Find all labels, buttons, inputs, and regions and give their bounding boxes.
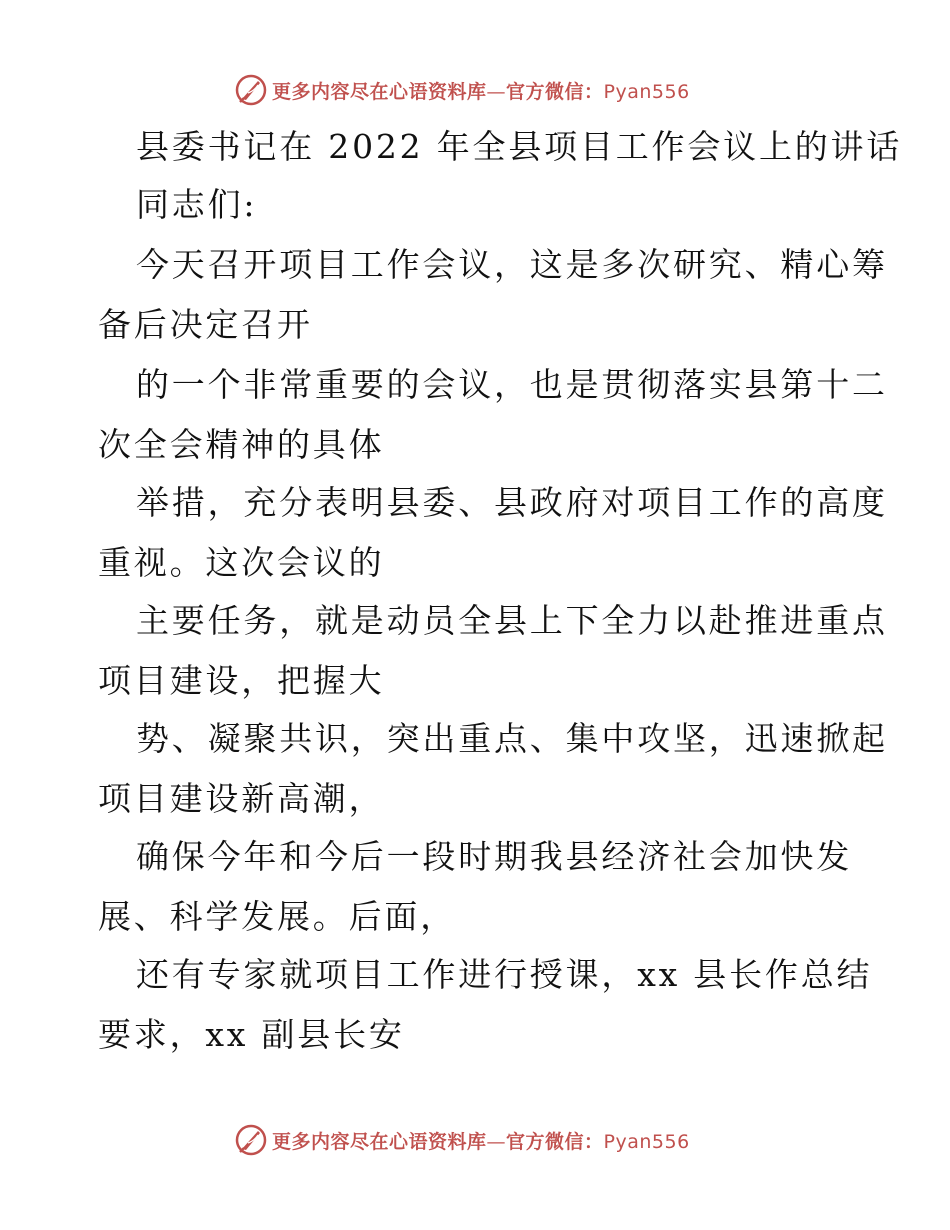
watermark-dash: — bbox=[486, 1130, 507, 1153]
watermark-prefix: 更多内容尽在心语资料库 bbox=[272, 1130, 487, 1153]
text-line: 备后决定召开 bbox=[98, 305, 313, 344]
watermark-id: Pyan556 bbox=[603, 80, 690, 103]
text-line: 重视。这次会议的 bbox=[98, 543, 385, 582]
text-line: 展、科学发展。后面， bbox=[98, 897, 456, 936]
text-line: 项目建设，把握大 bbox=[98, 661, 385, 700]
text-line: 确保今年和今后一段时期我县经济社会加快发 bbox=[136, 837, 852, 876]
text-line: 还有专家就项目工作进行授课，xx 县长作总结 bbox=[136, 955, 873, 994]
text-line: 主要任务，就是动员全县上下全力以赴推进重点 bbox=[136, 601, 888, 640]
watermark-prefix: 更多内容尽在心语资料库 bbox=[272, 80, 487, 103]
text-line: 举措，充分表明县委、县政府对项目工作的高度 bbox=[136, 483, 888, 522]
text-line: 的一个非常重要的会议，也是贯彻落实县第十二 bbox=[136, 365, 888, 404]
text-line: 势、凝聚共识，突出重点、集中攻坚，迅速掀起 bbox=[136, 719, 888, 758]
footer-watermark bbox=[234, 1122, 690, 1158]
watermark-suffix: 官方微信： bbox=[506, 1130, 604, 1153]
text-line: 要求，xx 副县长安 bbox=[98, 1015, 405, 1054]
watermark-suffix: 官方微信： bbox=[506, 80, 604, 103]
text-line: 项目建设新高潮， bbox=[98, 779, 385, 818]
watermark-text bbox=[272, 77, 690, 104]
text-line: 今天召开项目工作会议，这是多次研究、精心筹 bbox=[136, 245, 888, 284]
quill-logo-icon bbox=[234, 1123, 268, 1157]
text-line: 次全会精神的具体 bbox=[98, 425, 385, 464]
watermark-text bbox=[272, 1127, 690, 1154]
document-title: 县委书记在 2022 年全县项目工作会议上的讲话 bbox=[136, 127, 903, 166]
text-line: 同志们: bbox=[136, 185, 258, 224]
quill-logo-icon bbox=[234, 73, 268, 107]
watermark-dash: — bbox=[486, 80, 507, 103]
watermark-id: Pyan556 bbox=[603, 1130, 690, 1153]
header-watermark bbox=[234, 72, 690, 108]
